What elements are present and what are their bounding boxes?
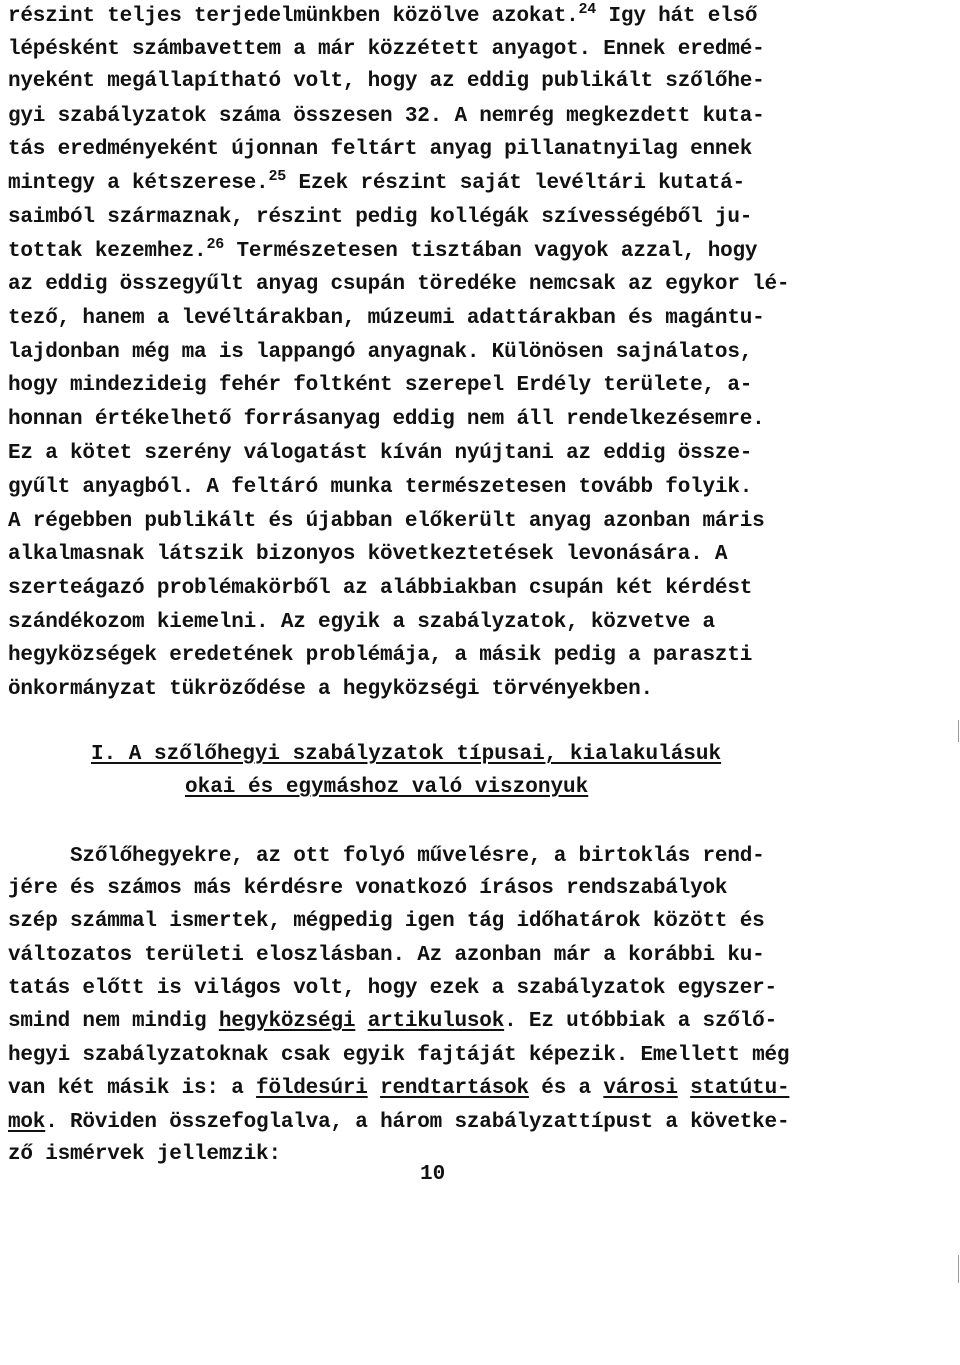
text-line: hogy mindezideig fehér foltként szerepel Erdély területe, a- <box>8 374 753 397</box>
text-line: hegyközségek eredetének problémája, a másik pedig a paraszti <box>8 644 753 667</box>
text-line: hegyi szabályzatoknak csak egyik fajtáját képezik. Emellett még <box>8 1044 790 1067</box>
text-line: önkormányzat tükröződése a hegyközségi törvényekben. <box>8 678 653 701</box>
text-line: változatos területi eloszlásban. Az azonban már a korábbi ku- <box>8 944 765 967</box>
text-line: az eddig összegyűlt anyag csupán töredéke nemcsak az egykor lé- <box>8 273 790 296</box>
section-heading-line-2: okai és egymáshoz való viszonyuk <box>185 776 589 799</box>
text-line: szerteágazó problémakörből az alábbiakban csupán két kérdést <box>8 577 753 600</box>
text-line: nyeként megállapítható volt, hogy az eddig publikált szőlőhe- <box>8 70 765 93</box>
underlined-term: földesúri <box>256 1077 368 1100</box>
underlined-term: statútu- <box>690 1077 790 1100</box>
margin-mark <box>958 1255 959 1283</box>
margin-mark <box>958 720 959 742</box>
text-line: gyűlt anyagból. A feltáró munka természetesen tovább folyik. <box>8 476 753 499</box>
text-line: gyi szabályzatok száma összesen 32. A nemrég megkezdett kuta- <box>8 105 765 128</box>
text-line: alkalmasnak látszik bizonyos következtetések levonására. A <box>8 543 728 566</box>
section-heading-line-1: I. A szőlőhegyi szabályzatok típusai, kialakulásuk <box>91 743 722 766</box>
text-line: mok. Röviden összefoglalva, a három szabályzattípust a követke- <box>8 1111 790 1134</box>
text-line: Szőlőhegyekre, az ott folyó művelésre, a birtoklás rend- <box>8 845 765 868</box>
text-line: tező, hanem a levéltárakban, múzeumi adattárakban és magántu- <box>8 307 765 330</box>
text-line: lépésként számbavettem a már közzétett anyagot. Ennek eredmé- <box>8 38 765 61</box>
text-line: szándékozom kiemelni. Az egyik a szabályzatok, közvetve a <box>8 611 715 634</box>
text-line: részint teljes terjedelmünkben közölve azokat.$^{24}$ Igy hát első <box>8 1 758 28</box>
page-number: 10 <box>420 1163 446 1186</box>
text-line: szép számmal ismertek, mégpedig igen tág időhatárok között és <box>8 910 765 933</box>
underlined-term: városi <box>603 1077 678 1100</box>
text-line: honnan értékelhető forrásanyag eddig nem áll rendelkezésemre. <box>8 408 765 431</box>
text-line: lajdonban még ma is lappangó anyagnak. Különösen sajnálatos, <box>8 341 753 364</box>
text-line: tás eredményeként újonnan feltárt anyag pillanatnyilag ennek <box>8 138 753 161</box>
text-line: jére és számos más kérdésre vonatkozó írásos rendszabályok <box>8 877 728 900</box>
underlined-term: mok <box>8 1111 46 1134</box>
footnote-ref: 25 <box>268 168 287 185</box>
text-line: tatás előtt is világos volt, hogy ezek a szabályzatok egyszer- <box>8 977 777 1000</box>
footnote-ref: 26 <box>206 236 225 253</box>
text-line: A régebben publikált és újabban előkerült anyag azonban máris <box>8 510 765 533</box>
text-line: tottak kezemhez.$^{26}$ Természetesen tisztában vagyok azzal, hogy <box>8 236 758 263</box>
text-line: mintegy a kétszerese.$^{25}$ Ezek részint saját levéltári kutatá- <box>8 168 745 195</box>
underlined-term: hegyközségi <box>218 1010 356 1033</box>
text-line: saimból származnak, részint pedig kollégák szívességéből ju- <box>8 206 753 229</box>
underlined-term: artikulusok <box>367 1010 505 1033</box>
text-line: smind nem mindig hegyközségi artikulusok. Ez utóbbiak a szőlő- <box>8 1010 777 1033</box>
text-line: van két másik is: a földesúri rendtartások és a városi statútu- <box>8 1077 790 1100</box>
text-line: ző ismérvek jellemzik: <box>8 1143 281 1166</box>
footnote-ref: 24 <box>578 1 597 18</box>
text-line: Ez a kötet szerény válogatást kíván nyújtani az eddig össze- <box>8 442 753 465</box>
underlined-term: rendtartások <box>380 1077 529 1100</box>
